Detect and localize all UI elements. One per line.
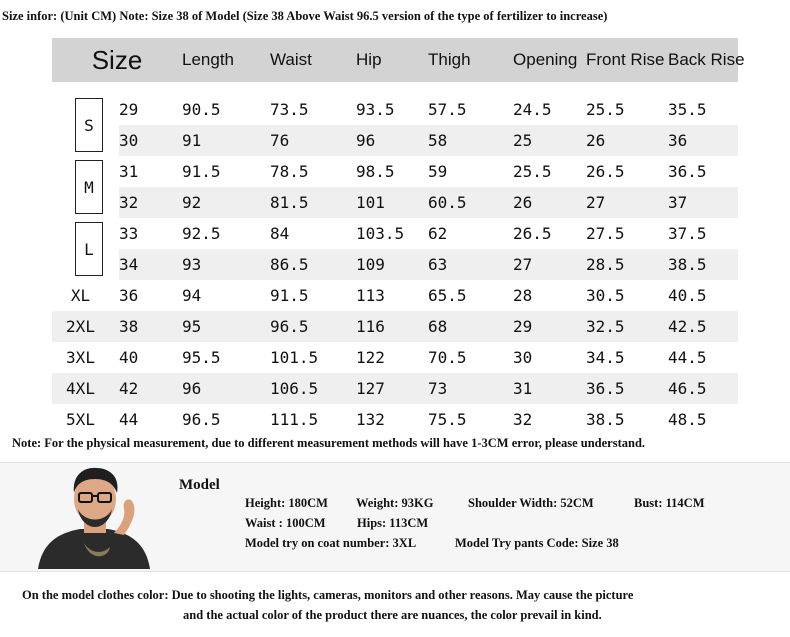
table-cell: 132 bbox=[356, 410, 385, 429]
model-hips: Hips: 113CM bbox=[357, 516, 429, 530]
table-cell: 109 bbox=[356, 249, 428, 280]
table-cell: 91 bbox=[182, 125, 270, 156]
table-cell: 95.5 bbox=[182, 348, 221, 367]
size-number: 38 bbox=[119, 311, 182, 342]
column-header-thigh: Thigh bbox=[428, 38, 513, 82]
table-row bbox=[52, 187, 738, 218]
table-cell: 116 bbox=[356, 311, 428, 342]
table-row bbox=[52, 280, 738, 311]
size-number: 36 bbox=[119, 286, 139, 305]
table-cell: 42.5 bbox=[668, 311, 738, 342]
table-cell: 32.5 bbox=[586, 311, 668, 342]
table-cell: 38.5 bbox=[586, 410, 625, 429]
model-height: Height: 180CM bbox=[245, 496, 328, 510]
size-number: 34 bbox=[119, 249, 182, 280]
table-row bbox=[52, 342, 738, 373]
table-cell: 70.5 bbox=[428, 348, 467, 367]
table-cell: 92 bbox=[182, 187, 270, 218]
table-cell: 36.5 bbox=[586, 373, 668, 404]
table-cell: 76 bbox=[270, 125, 356, 156]
table-cell: 46.5 bbox=[668, 373, 738, 404]
table-cell: 48.5 bbox=[668, 410, 707, 429]
table-cell: 60.5 bbox=[428, 187, 513, 218]
table-cell: 127 bbox=[356, 373, 428, 404]
table-cell: 95 bbox=[182, 311, 270, 342]
table-cell: 73 bbox=[428, 373, 513, 404]
table-cell: 96 bbox=[182, 373, 270, 404]
table-cell: 62 bbox=[428, 224, 448, 243]
size-label: 4XL bbox=[52, 373, 119, 404]
model-waist: Waist : 100CM bbox=[245, 516, 326, 530]
table-cell: 34.5 bbox=[586, 348, 625, 367]
table-cell: 111.5 bbox=[270, 410, 319, 429]
table-cell: 27 bbox=[586, 187, 668, 218]
table-cell: 63 bbox=[428, 249, 513, 280]
table-cell: 65.5 bbox=[428, 286, 467, 305]
size-chart-table bbox=[52, 38, 745, 435]
column-header-size: Size bbox=[52, 38, 182, 82]
model-photo bbox=[28, 463, 158, 569]
size-group-cell bbox=[52, 156, 119, 218]
size-number: 44 bbox=[119, 410, 139, 429]
table-row bbox=[52, 373, 738, 404]
color-disclaimer-line-1: On the model clothes color: Due to shooting the lights, cameras, monitors and other reasons. May cause the picture bbox=[22, 588, 634, 602]
size-group-box bbox=[75, 98, 103, 152]
size-number: 40 bbox=[119, 348, 139, 367]
table-row bbox=[52, 311, 738, 342]
table-cell: 25.5 bbox=[513, 162, 552, 181]
table-cell: 57.5 bbox=[428, 100, 467, 119]
table-row bbox=[52, 156, 738, 187]
column-header-hip: Hip bbox=[356, 38, 428, 82]
table-row bbox=[52, 404, 738, 435]
table-cell: 27 bbox=[513, 249, 586, 280]
size-label: 3XL bbox=[66, 348, 95, 367]
table-cell: 27.5 bbox=[586, 224, 625, 243]
table-spacer-cell bbox=[52, 82, 738, 94]
measurement-note: Note: For the physical measurement, due to different measurement methods will have 1-3CM error, please understand. bbox=[12, 436, 646, 450]
table-cell: 91.5 bbox=[270, 286, 309, 305]
size-group-cell bbox=[52, 94, 119, 156]
table-cell: 96.5 bbox=[182, 410, 221, 429]
table-cell: 96.5 bbox=[270, 311, 356, 342]
size-label: M bbox=[84, 177, 94, 197]
table-cell: 68 bbox=[428, 311, 513, 342]
table-cell: 96 bbox=[356, 125, 428, 156]
model-info-panel bbox=[0, 462, 790, 572]
size-label: L bbox=[84, 239, 94, 259]
table-cell: 38.5 bbox=[668, 249, 738, 280]
table-cell: 101.5 bbox=[270, 348, 319, 367]
size-group-box bbox=[75, 222, 103, 276]
size-label: XL bbox=[70, 286, 91, 305]
table-cell: 29 bbox=[513, 311, 586, 342]
table-cell: 36 bbox=[668, 125, 738, 156]
table-cell: 30 bbox=[513, 348, 533, 367]
table-cell: 90.5 bbox=[182, 100, 221, 119]
table-cell: 91.5 bbox=[182, 162, 221, 181]
column-header-back-rise: Back Rise bbox=[668, 38, 738, 82]
size-number: 32 bbox=[119, 187, 182, 218]
table-cell: 94 bbox=[182, 286, 202, 305]
table-cell: 78.5 bbox=[270, 162, 309, 181]
table-body bbox=[52, 82, 738, 435]
table-cell: 73.5 bbox=[270, 100, 309, 119]
table-cell: 24.5 bbox=[513, 100, 552, 119]
table-cell: 75.5 bbox=[428, 410, 467, 429]
table-cell: 84 bbox=[270, 224, 290, 243]
model-weight: Weight: 93KG bbox=[356, 496, 434, 510]
size-group-box bbox=[75, 160, 103, 214]
table-row bbox=[52, 218, 738, 249]
table-cell: 32 bbox=[513, 410, 533, 429]
table-cell: 122 bbox=[356, 348, 385, 367]
size-number: 30 bbox=[119, 125, 182, 156]
size-label: S bbox=[84, 115, 94, 135]
table-cell: 26.5 bbox=[586, 162, 625, 181]
table-cell: 81.5 bbox=[270, 187, 356, 218]
column-header-opening: Opening bbox=[513, 38, 586, 82]
column-header-length: Length bbox=[182, 38, 270, 82]
model-coat-size: Model try on coat number: 3XL bbox=[245, 536, 417, 550]
size-number: 33 bbox=[119, 224, 139, 243]
size-info-note: Size infor: (Unit CM) Note: Size 38 of Model (Size 38 Above Waist 96.5 version of the type of fertilizer to increase) bbox=[2, 9, 608, 23]
model-shoulder-width: Shoulder Width: 52CM bbox=[468, 496, 594, 510]
column-header-waist: Waist bbox=[270, 38, 356, 82]
table-cell: 92.5 bbox=[182, 224, 221, 243]
table-cell: 98.5 bbox=[356, 162, 395, 181]
size-group-cell bbox=[52, 218, 119, 280]
table-row bbox=[52, 125, 738, 156]
color-disclaimer-line-2: and the actual color of the product there are nuances, the color prevail in kind. bbox=[183, 608, 602, 622]
size-number: 29 bbox=[119, 100, 139, 119]
table-cell: 86.5 bbox=[270, 249, 356, 280]
table-cell: 30.5 bbox=[586, 286, 625, 305]
table-cell: 44.5 bbox=[668, 348, 707, 367]
table-cell: 93 bbox=[182, 249, 270, 280]
table-cell: 25.5 bbox=[586, 100, 625, 119]
table-cell: 93.5 bbox=[356, 100, 395, 119]
table-header-row bbox=[52, 38, 738, 82]
table-cell: 37 bbox=[668, 187, 738, 218]
table-spacer-row bbox=[52, 82, 738, 94]
model-bust: Bust: 114CM bbox=[634, 496, 705, 510]
table-cell: 59 bbox=[428, 162, 448, 181]
table-cell: 26 bbox=[513, 187, 586, 218]
table-cell: 58 bbox=[428, 125, 513, 156]
table-row bbox=[52, 94, 738, 125]
table-cell: 101 bbox=[356, 187, 428, 218]
column-header-front-rise: Front Rise bbox=[586, 38, 668, 82]
table-cell: 106.5 bbox=[270, 373, 356, 404]
table-cell: 36.5 bbox=[668, 162, 707, 181]
table-cell: 28.5 bbox=[586, 249, 668, 280]
model-heading: Model bbox=[179, 477, 220, 493]
table-cell: 28 bbox=[513, 286, 533, 305]
table-cell: 31 bbox=[513, 373, 586, 404]
size-number: 31 bbox=[119, 162, 139, 181]
table-cell: 35.5 bbox=[668, 100, 707, 119]
table-cell: 37.5 bbox=[668, 224, 707, 243]
table-cell: 26 bbox=[586, 125, 668, 156]
table-row bbox=[52, 249, 738, 280]
table-cell: 26.5 bbox=[513, 224, 552, 243]
model-pants-size: Model Try pants Code: Size 38 bbox=[455, 536, 619, 550]
table-cell: 40.5 bbox=[668, 286, 707, 305]
table-cell: 103.5 bbox=[356, 224, 405, 243]
size-label: 2XL bbox=[52, 311, 119, 342]
table-cell: 25 bbox=[513, 125, 586, 156]
size-number: 42 bbox=[119, 373, 182, 404]
table-cell: 113 bbox=[356, 286, 385, 305]
size-label: 5XL bbox=[66, 410, 95, 429]
